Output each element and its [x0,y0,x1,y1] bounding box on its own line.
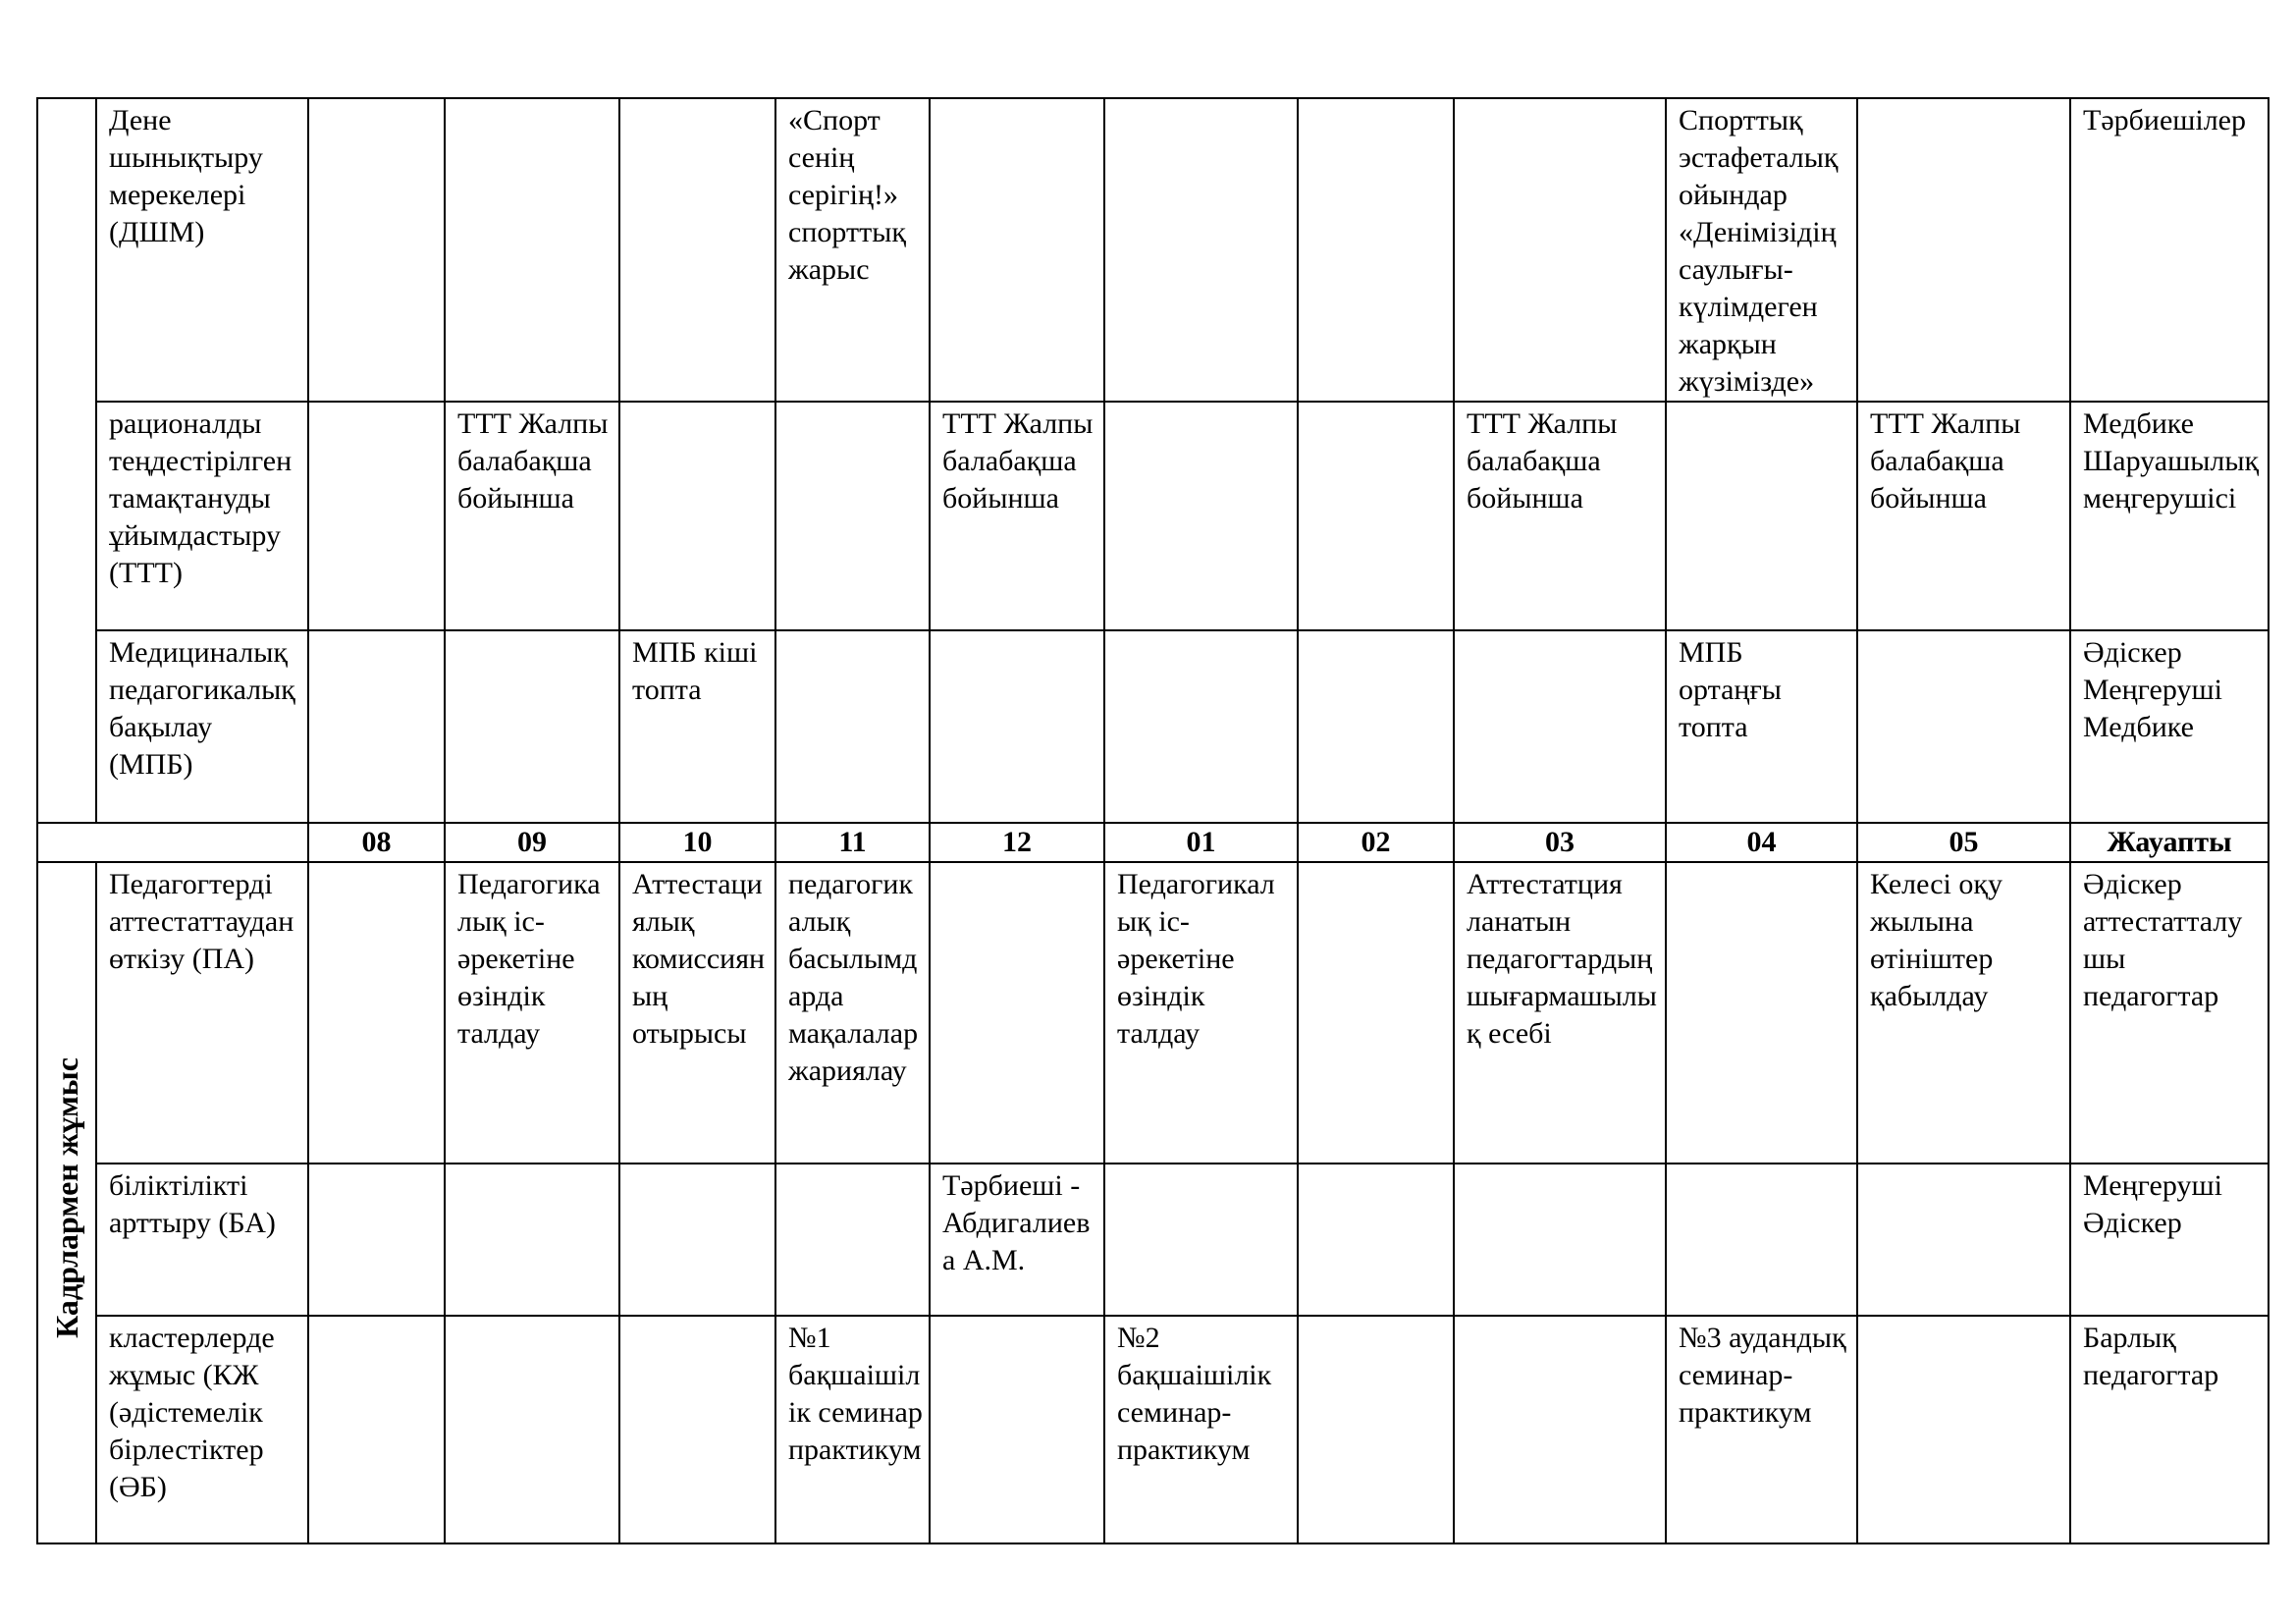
month-cell: Аттестатция ланатын педагогтардың шығармашылық есебі [1454,862,1666,1164]
month-cell: «Спорт сенің серігің!» спорттық жарыс [775,98,930,402]
month-cell [1666,1164,1857,1316]
month-cell [619,1316,775,1543]
month-header-cell: 10 [619,823,775,862]
month-cell [308,1164,445,1316]
header-blank-cell [37,823,308,862]
section-title: Кадрлармен жұмыс [49,1057,84,1338]
responsible-cell: Әдіскер аттестатталушы педагогтар [2070,862,2269,1164]
month-cell: ТТТ Жалпы балабақша бойынша [1454,402,1666,630]
month-cell [930,862,1104,1164]
activity-name-cell: біліктілікті арттыру (БА) [96,1164,308,1316]
month-cell: ТТТ Жалпы балабақша бойынша [930,402,1104,630]
month-cell: Аттестациялық комиссияның отырысы [619,862,775,1164]
responsible-cell: Медбике Шаруашылық меңгерушісі [2070,402,2269,630]
month-cell [1857,630,2070,823]
month-cell [1857,98,2070,402]
month-cell [775,402,930,630]
month-cell [1298,402,1454,630]
month-header-cell: 01 [1104,823,1298,862]
month-header-row [37,823,2269,862]
month-cell [775,630,930,823]
month-cell: Педагогикалық іс-әрекетіне өзіндік талдау [445,862,619,1164]
month-cell [1857,1164,2070,1316]
month-header-cell: 05 [1857,823,2070,862]
work-plan-table [36,97,2269,1544]
month-header-cell: 08 [308,823,445,862]
month-cell [1454,1164,1666,1316]
month-cell [1104,630,1298,823]
responsible-header-cell: Жауапты [2070,823,2269,862]
section-title-cell [37,862,96,1543]
bottom-section [37,862,2269,1543]
month-header-cell: 02 [1298,823,1454,862]
month-cell [1666,862,1857,1164]
month-cell [930,630,1104,823]
month-cell: Келесі оқу жылына өтініштер қабылдау [1857,862,2070,1164]
month-header-cell: 03 [1454,823,1666,862]
month-header-cell: 04 [1666,823,1857,862]
month-cell [619,1164,775,1316]
month-cell [308,98,445,402]
month-cell: №3 аудандық семинар-практикум [1666,1316,1857,1543]
month-cell [445,1164,619,1316]
month-cell [1298,630,1454,823]
table-row [37,630,2269,823]
month-cell [1298,98,1454,402]
month-cell [1298,1164,1454,1316]
month-cell [445,630,619,823]
month-cell: №1 бақшаішілік семинар практикум [775,1316,930,1543]
activity-name-cell: Дене шынықтыру мерекелері (ДШМ) [96,98,308,402]
month-cell: ТТТ Жалпы балабақша бойынша [1857,402,2070,630]
month-cell [1298,862,1454,1164]
month-cell [308,402,445,630]
month-cell: педагогикалық басылымдарда мақалалар жариялау [775,862,930,1164]
top-section [37,98,2269,823]
month-cell [1104,98,1298,402]
responsible-cell: Әдіскер Меңгеруші Медбике [2070,630,2269,823]
month-header-cell: 09 [445,823,619,862]
activity-name-cell: рационалды теңдестірілген тамақтануды ұйымдастыру (ТТТ) [96,402,308,630]
month-cell [619,98,775,402]
month-cell [930,98,1104,402]
month-cell [445,1316,619,1543]
responsible-cell: Барлық педагогтар [2070,1316,2269,1543]
month-cell: МПБ ортаңғы топта [1666,630,1857,823]
month-cell [1454,98,1666,402]
month-cell: Педагогикалық іс-әрекетіне өзіндік талдау [1104,862,1298,1164]
month-cell [445,98,619,402]
month-header-cell: 12 [930,823,1104,862]
month-cell [1454,1316,1666,1543]
month-cell [619,402,775,630]
month-header [37,823,2269,862]
activity-name-cell: кластерлерде жұмыс (КЖ (әдістемелік бірлестіктер (ӘБ) [96,1316,308,1543]
month-cell [775,1164,930,1316]
month-cell [1104,1164,1298,1316]
table-row [37,402,2269,630]
table-row [37,1164,2269,1316]
month-cell [308,862,445,1164]
month-cell [1298,1316,1454,1543]
month-cell: Тәрбиеші - Абдигалиева А.М. [930,1164,1104,1316]
month-cell [930,1316,1104,1543]
responsible-cell: Тәрбиешілер [2070,98,2269,402]
month-cell [1857,1316,2070,1543]
month-cell: ТТТ Жалпы балабақша бойынша [445,402,619,630]
month-cell [1104,402,1298,630]
activity-name-cell: Медициналық педагогикалық бақылау (МПБ) [96,630,308,823]
activity-name-cell: Педагогтерді аттестаттаудан өткізу (ПА) [96,862,308,1164]
month-cell [1454,630,1666,823]
table-row [37,862,2269,1164]
month-cell: №2 бақшаішілік семинар-практикум [1104,1316,1298,1543]
month-header-cell: 11 [775,823,930,862]
month-cell [308,630,445,823]
month-cell: МПБ кіші топта [619,630,775,823]
top-section-side-cell [37,98,96,823]
table-row [37,98,2269,402]
responsible-cell: Меңгеруші Әдіскер [2070,1164,2269,1316]
month-cell [1666,402,1857,630]
table-row [37,1316,2269,1543]
month-cell: Спорттық эстафеталық ойындар «Денімізідің саулығы-күлімдеген жарқын жүзімізде» [1666,98,1857,402]
month-cell [308,1316,445,1543]
